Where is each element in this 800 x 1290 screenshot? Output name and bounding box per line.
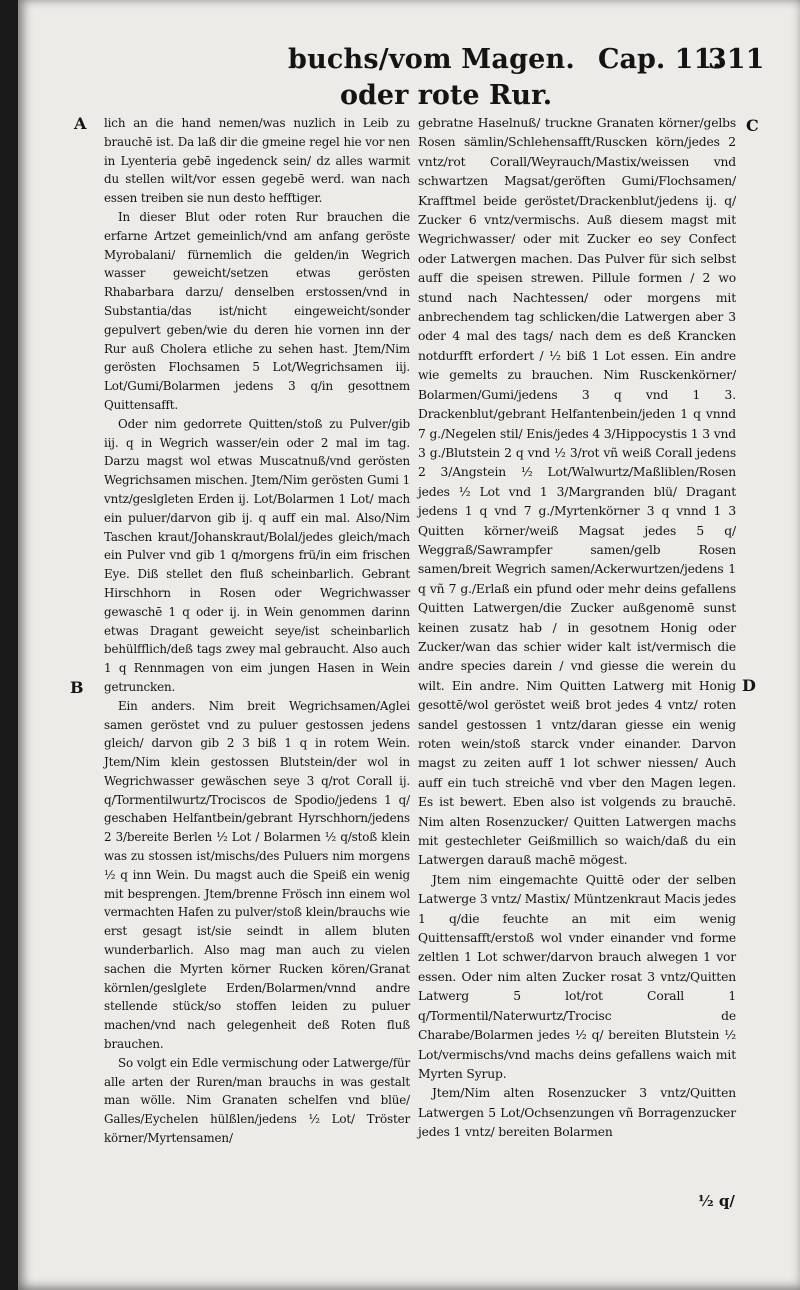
margin-letter-a: A xyxy=(74,114,87,133)
paragraph: So volgt ein Edle vermischung oder Latwerge/für alle arten der Ruren/man brauchs in was gestalt man wölle. Nim Granaten schelfen vnd blüe/ Galles/Eychelen hülßlen/jedens ½ Lot/ Tröster körner/Myrtensamen/ xyxy=(104,1055,410,1146)
margin-letter-d: D xyxy=(742,676,756,695)
folio-number: 311 xyxy=(708,44,765,75)
margin-letter-b: B xyxy=(70,678,84,697)
paragraph: In dieser Blut oder roten Rur brauchen die erfarne Artzet gemeinlich/vnd am anfang geröste Myrobalani/ fürnemlich die gelden/in Wegrich wasser geweicht/setzen etwas gerösten Rhabarbara darzu/ denselben erstossen/vnd in Substantia/das ist/nicht eingeweicht/sonder gepulvert geben/wie du deren hie vornen inn der Rur auß Cholera etliche zu sehen hast. Jtem/Nim gerösten Flochsamen 5 Lot/Wegrichsamen iij. Lot/Gumi/Bolarmen jedens 3 q/in gesottnem Quittensafft. xyxy=(104,209,410,412)
paragraph: Jtem/Nim alten Rosenzucker 3 vntz/Quitten Latwergen 5 Lot/Ochsenzungen vñ Borragenzucker jedes 1 vntz/ bereiten Bolarmen xyxy=(418,1086,736,1140)
paragraph: Jtem nim eingemachte Quittē oder der selben Latwerge 3 vntz/ Mastix/ Müntzenkraut Macis jedes 1 q/die feuchte an mit eim wenig Quittensafft/erstoß wol vnder einander vnd forme zeltlen 1 Lot schwer/darvon brauch alwegen 1 vor essen. Oder nim alten Zucker rosat 3 vntz/Quitten Latwerg 5 lot/rot Corall 1 q/Tormentil/Naterwurtz/Trocisc de Charabe/Bolarmen jedes ½ q/ bereiten Blutstein ½ Lot/vermischs/vnd machs deins gefallens waich mit Myrten Syrup. xyxy=(418,872,736,1081)
paragraph: Ein anders. Nim breit Wegrichsamen/Aglei samen geröstet vnd zu puluer gestossen jedens gleich/ darvon gib 2 3 biß 1 q in rotem Wein. Jtem/Nim klein gestossen Blutstein/der wol in Wegrichwasser gewäschen seye 3 q/rot Corall ij. q/Tormentilwurtz/Trociscos de Spodio/jedens 1 q/ geschaben Helfantbein/gebrant Hyrschhorn/jedens 2 3/bereite Berlen ½ Lot / Bolarmen ½ q/stoß klein was zu stossen ist/mischs/des Puluers nim morgens ½ q inn Wein. Du magst auch die Speiß ein wenig mit besprengen. Jtem/brenne Frösch inn einem wol vermachten Hafen zu pulver/stoß klein/brauchs wie erst gesagt ist/sie seindt in allem bluten wunderbarlich. Also mag man auch zu vielen sachen die Myrten körner Rucken kören/Granat körnlen/geslglete Erden/Bolarmen/vnnd andre stellende stück/so stoffen leiden zu puluer machen/vnd nach gelegenheit deß Roten fluß brauchen. xyxy=(104,698,410,1052)
paragraph: lich an die hand nemen/was nuzlich in Leib zu brauchē ist. Da laß dir die gmeine regel hie vor nen in Lyenteria gebē ingedenck sein/ dz alles warmit du stellen wilt/vor essen gegebē werd. wan nach essen treiben sie nun desto hefftiger. xyxy=(104,116,410,206)
margin-letter-c: C xyxy=(746,116,759,135)
chapter-label: Cap. 11. xyxy=(598,44,722,75)
right-text-column xyxy=(418,114,736,1143)
paragraph: gebratne Haselnuß/ truckne Granaten körner/gelbs Rosen sämlin/Schlehensafft/Ruscken körn/jedes 2 vntz/rot Corall/Weyrauch/Mastix/weissen vnd schwartzen Magsat/geröften Gumi/Flochsamen/ Krafftmel beide geröstet/Drackenblut/jedens ij. q/ Zucker 6 vntz/vermischs. Auß diesem magst mit Wegrichwasser/ oder mit Zucker eo sey Confect oder Latwergen machen. Das Pulver für sich selbst auff die speisen strewen. Pillule formen / 2 wo stund nach Nachtessen/ oder morgens mit anbrechendem tag schlicken/die Latwergen aber 3 oder 4 mal des tags/ nach dem es deß Krancken notdurfft erfordert / ½ biß 1 Lot essen. Ein andre wie gemelts zu brauchen. Nim Rusckenkörner/ Bolarmen/Gumi/jedens 3 q vnd 1 3. Drackenblut/gebrant Helfantenbein/jeden 1 q vnnd 7 g./Negelen stil/ Enis/jedes 4 3/Hippocystis 1 3 vnd 3 g./Blutstein 2 q vnd ½ 3/rot vñ weiß Corall jedens 2 3/Angstein ½ Lot/Walwurtz/Maßliblen/Rosen jedes ½ Lot vnd 1 3/Margranden blü/ Dragant jedens 1 q vnd 7 g./Myrtenkörner 3 q vnnd 1 3 Quitten körner/weiß Magsat jedes 5 q/ Weggraß/Sawrampfer samen/gelb Rosen samen/breit Wegrich samen/Ackerwurtzen/jedens 1 q vñ 7 g./Erlaß ein pfund oder mehr deins gefallens Quitten Latwergen/die Zucker außgenomē sunst keinen zusatz hab / in gesotnem Honig oder Zucker/wan das schier wider kalt ist/vermisch die andre species darein / vnd giesse die werein du wilt. Ein andre. Nim Quitten Latwerg mit Honig gesottē/wol geröstet weiß brot jedes 4 vntz/ roten sandel gestossen 1 vntz/daran giesse ein wenig roten wein/stoß starck vnder einander. Darvon magst zu zeiten auff 1 lot schwer niessen/ Auch auff ein tuch streichē vnd vber den Magen legen. Es ist bewert. Eben also ist volgends zu brauchē. Nim alten Rosenzucker/ Quitten Latwergen machs mit gestechleter Geißmillich so waich/daß du ein Latwergen darauß machē mögest. xyxy=(418,116,736,868)
page-subtitle: oder rote Rur. xyxy=(340,80,553,111)
catchword: ½ q/ xyxy=(698,1192,735,1210)
paragraph: Oder nim gedorrete Quitten/stoß zu Pulver/gib iij. q in Wegrich wasser/ein oder 2 mal im tag. Darzu magst wol etwas Muscatnuß/vnd gerösten Wegrichsamen mischen. Jtem/Nim gerösten Gumi 1 vntz/geslgleten Erden ij. Lot/Bolarmen 1 Lot/ mach ein puluer/darvon gib ij. q auff ein mal. Also/Nim Taschen kraut/Johanskraut/Bolal/jedes gleich/mach ein Pulver vnd gib 1 q/morgens frü/in eim frischen Eye. Diß stellet den fluß scheinbarlich. Gebrant Hirschhorn in Rosen oder Wegrichwasser gewaschē 1 q oder ij. in Wein genommen darinn etwas Dragant geweicht seye/ist scheinbarlich behülfflich/deß tags zwey mal gebraucht. Also auch 1 q Rennmagen von eim jungen Hasen in Wein getruncken. xyxy=(104,416,410,694)
book-page xyxy=(18,0,800,1290)
left-text-column xyxy=(104,114,410,1148)
running-title: buchs/vom Magen. xyxy=(288,44,575,75)
page-header xyxy=(18,40,800,80)
